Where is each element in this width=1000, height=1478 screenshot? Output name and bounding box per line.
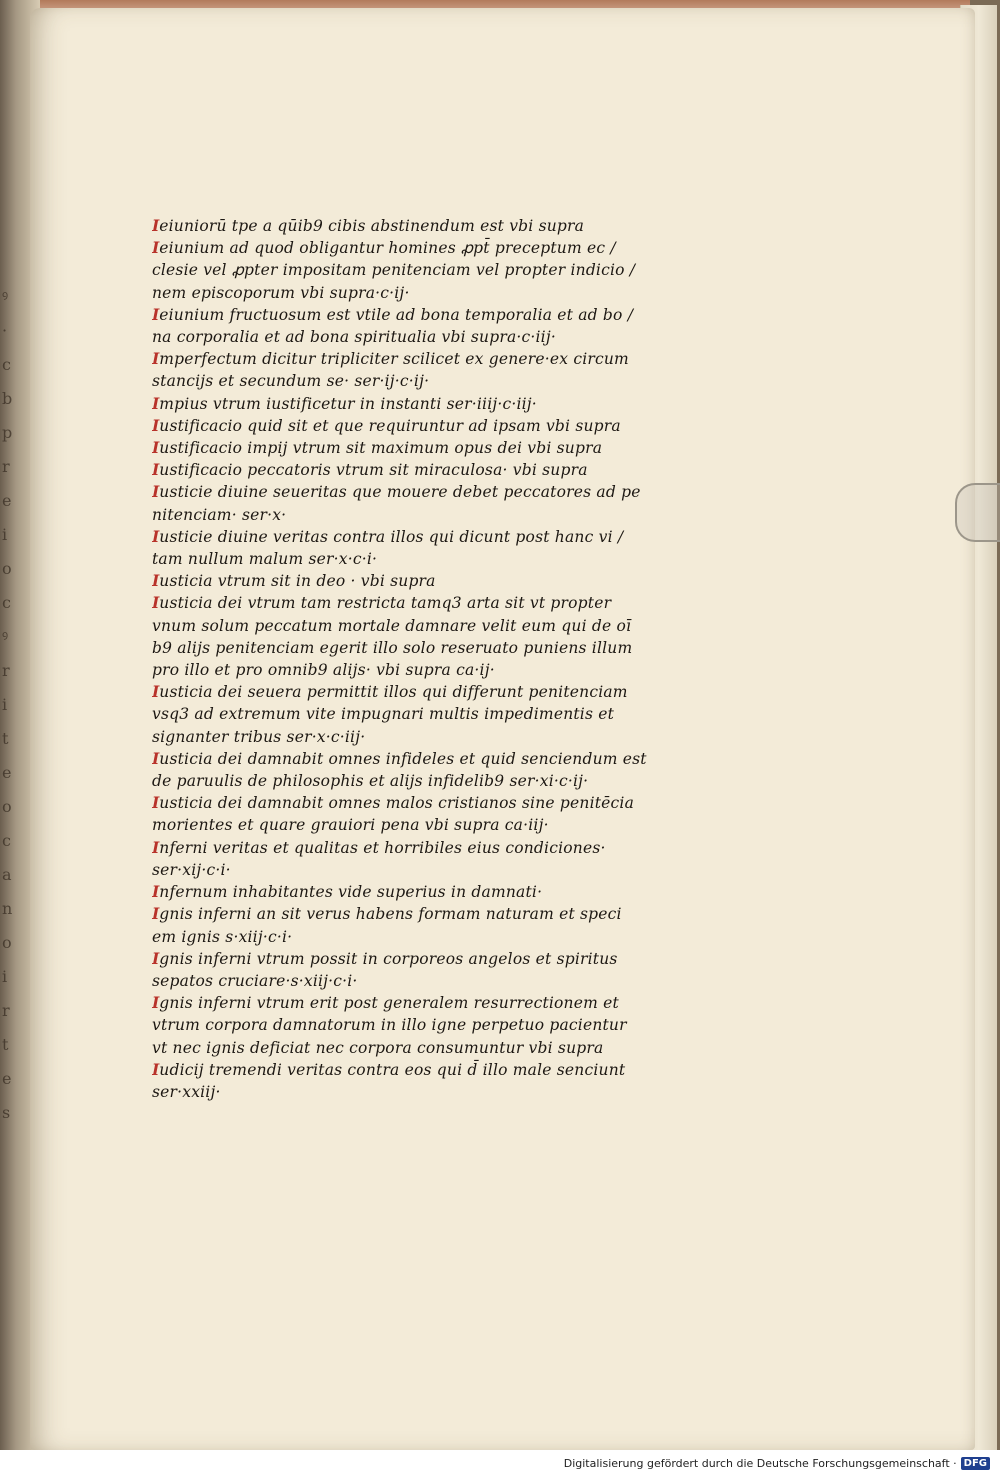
text-line <box>152 637 692 659</box>
line-text: usticia dei vtrum tam restricta tamq3 arta sit vt propter <box>159 594 612 613</box>
text-line <box>152 348 692 370</box>
line-text: clesie vel ꝓpter impositam penitenciam vel propter indicio / <box>152 261 636 280</box>
line-text: em ignis s·xiij·c·i· <box>152 927 293 946</box>
text-line <box>152 703 692 725</box>
text-line <box>152 215 692 237</box>
line-text: mpius vtrum iustificetur in instanti ser·iiij·c·iij· <box>159 394 537 413</box>
text-line <box>152 792 692 814</box>
line-text: na corporalia et ad bona spiritualia vbi supra·c·iij· <box>152 328 556 347</box>
line-text: ustificacio quid sit et que requiruntur ad ipsam vbi supra <box>159 416 621 435</box>
rubricated-initial: I <box>152 748 160 768</box>
digitization-credit <box>564 1457 990 1470</box>
rubricated-initial: I <box>152 216 160 235</box>
line-text: eiunium ad quod obligantur homines ꝓpt̄ preceptum ec / <box>159 239 616 258</box>
line-text: vtrum corpora damnatorum in illo igne perpetuo pacientur <box>152 1016 627 1035</box>
line-text: ustificacio impij vtrum sit maximum opus dei vbi supra <box>159 439 603 458</box>
line-text: usticie diuine veritas contra illos qui dicunt post hanc vi / <box>159 527 624 546</box>
line-text: ustificacio peccatoris vtrum sit miraculosa· vbi supra <box>159 461 588 480</box>
line-text: sepatos cruciare·s·xiij·c·i· <box>152 971 358 990</box>
line-text: vnum solum peccatum mortale damnare velit eum qui de oī <box>152 616 632 635</box>
line-text: signanter tribus ser·x·c·iij· <box>152 727 366 746</box>
line-text: pro illo et pro omnib9 alijs· vbi supra ca·ij· <box>152 661 495 680</box>
line-text: udicij tremendi veritas contra eos qui d̄ illo male senciunt <box>159 1060 626 1079</box>
text-line <box>152 370 692 392</box>
line-text: nferni veritas et qualitas et horribiles eius condiciones· <box>159 838 606 857</box>
text-line <box>152 259 692 281</box>
rubricated-initial: I <box>152 460 160 480</box>
rubricated-initial: I <box>152 393 160 413</box>
text-line <box>152 926 692 948</box>
text-line <box>152 948 692 970</box>
text-line <box>152 526 692 548</box>
rubricated-initial: I <box>152 793 160 813</box>
text-line <box>152 570 692 592</box>
rubricated-initial: I <box>152 304 160 324</box>
text-line <box>152 459 692 481</box>
text-line <box>152 859 692 881</box>
dfg-logo: DFG <box>961 1457 990 1470</box>
text-line <box>152 837 692 859</box>
rubricated-initial: I <box>152 593 160 613</box>
text-line <box>152 881 692 903</box>
rubricated-initial: I <box>152 349 160 369</box>
rubricated-initial: I <box>152 438 160 458</box>
line-text: usticia vtrum sit in deo · vbi supra <box>159 572 436 591</box>
text-line <box>152 304 692 326</box>
text-line <box>152 992 692 1014</box>
line-text: mperfectum dicitur tripliciter scilicet ex genere·ex circum <box>159 350 629 369</box>
rubricated-initial: I <box>152 948 160 968</box>
text-line <box>152 1037 692 1059</box>
line-text: eiunium fructuosum est vtile ad bona temporalia et ad bo / <box>159 305 634 324</box>
line-text: ser·xxiij· <box>152 1082 221 1101</box>
line-text: gnis inferni an sit verus habens formam naturam et speci <box>159 905 622 924</box>
rubricated-initial: I <box>152 571 160 591</box>
page-clip <box>955 483 1000 542</box>
line-text: vt nec ignis deficiat nec corpora consumuntur vbi supra <box>152 1038 604 1057</box>
text-line <box>152 615 692 637</box>
rubricated-initial: I <box>152 482 160 502</box>
text-line <box>152 726 692 748</box>
rubricated-initial: I <box>152 882 160 902</box>
text-line <box>152 548 692 570</box>
rubricated-initial: I <box>152 993 160 1013</box>
text-line <box>152 1081 692 1103</box>
rubricated-initial: I <box>152 415 160 435</box>
line-text: nem episcoporum vbi supra·c·ij· <box>152 283 410 302</box>
text-line <box>152 1059 692 1081</box>
text-line <box>152 592 692 614</box>
text-line <box>152 437 692 459</box>
text-line <box>152 393 692 415</box>
text-line <box>152 237 692 259</box>
text-line <box>152 903 692 925</box>
text-line <box>152 770 692 792</box>
rubricated-initial: I <box>152 526 160 546</box>
line-text: b9 alijs penitenciam egerit illo solo reseruato puniens illum <box>152 638 633 657</box>
line-text: gnis inferni vtrum erit post generalem resurrectionem et <box>159 994 619 1013</box>
text-line <box>152 681 692 703</box>
line-text: stancijs et secundum se· ser·ij·c·ij· <box>152 372 430 391</box>
rubricated-initial: I <box>152 682 160 702</box>
line-text: usticia dei seuera permittit illos qui differunt penitenciam <box>159 683 628 702</box>
text-line <box>152 659 692 681</box>
credit-text: Digitalisierung gefördert durch die Deutsche Forschungsgemeinschaft · <box>563 1457 957 1470</box>
line-text: nitenciam· ser·x· <box>152 505 287 524</box>
text-line <box>152 282 692 304</box>
text-line <box>152 326 692 348</box>
line-text: vsq3 ad extremum vite impugnari multis impedimentis et <box>152 705 615 724</box>
line-text: ser·xij·c·i· <box>152 860 231 879</box>
rubricated-initial: I <box>152 904 160 924</box>
adjacent-page-fragment: ꝰ · c b p r e i o c ꝰ r i t e o c a n o i r t e s <box>2 287 14 1122</box>
line-text: usticia dei damnabit omnes malos cristianos sine penitēcia <box>159 794 635 813</box>
line-text: gnis inferni vtrum possit in corporeos angelos et spiritus <box>159 949 618 968</box>
text-line <box>152 814 692 836</box>
line-text: usticie diuine seueritas que mouere debet peccatores ad pe <box>159 483 641 502</box>
text-line <box>152 970 692 992</box>
text-line <box>152 1014 692 1036</box>
line-text: eiuniorū tpe a qūib9 cibis abstinendum est vbi supra <box>159 217 585 235</box>
rubricated-initial: I <box>152 837 160 857</box>
text-line <box>152 481 692 503</box>
index-text-block <box>152 215 692 1103</box>
line-text: usticia dei damnabit omnes infideles et quid senciendum est <box>159 749 647 768</box>
text-line <box>152 415 692 437</box>
line-text: de paruulis de philosophis et alijs infidelib9 ser·xi·c·ij· <box>152 772 589 791</box>
rubricated-initial: I <box>152 1059 160 1079</box>
line-text: morientes et quare grauiori pena vbi supra ca·iij· <box>152 816 549 835</box>
line-text: nfernum inhabitantes vide superius in damnati· <box>159 883 543 902</box>
text-line <box>152 748 692 770</box>
line-text: tam nullum malum ser·x·c·i· <box>152 550 378 569</box>
text-line <box>152 504 692 526</box>
rubricated-initial: I <box>152 238 160 258</box>
